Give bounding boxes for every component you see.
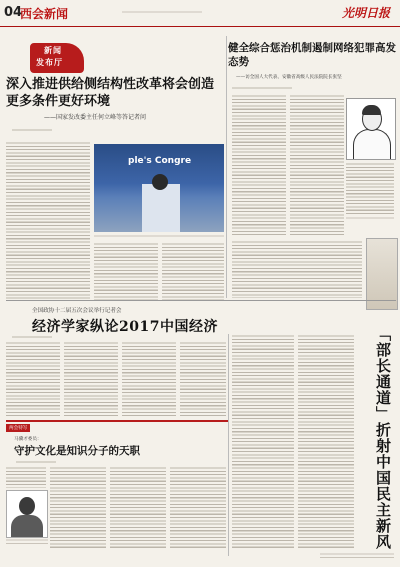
speaker-figure (152, 174, 168, 190)
article2-byline (12, 335, 52, 339)
right-headline: 健全综合惩治机制遏制网络犯罪高发态势 (228, 42, 396, 68)
newspaper-logo: 光明日报 (342, 6, 391, 20)
article3-col2 (298, 334, 354, 548)
lead-body-col1 (6, 141, 90, 301)
section-name: 西会新闻 (20, 7, 69, 21)
vertical-divider-2 (228, 334, 229, 556)
article3-col1 (232, 334, 294, 548)
feature-col1 (50, 466, 106, 550)
feature-col3 (170, 466, 226, 550)
right-body-col2 (290, 94, 344, 236)
feature-intro (6, 466, 46, 488)
right-subtitle: ——访全国人大代表、安徽省高级人民法院院长张坚 (236, 75, 342, 80)
portrait-sketch (346, 98, 396, 160)
feature-band (6, 420, 228, 422)
vertical-divider (226, 36, 227, 298)
news-release-badge (30, 40, 86, 76)
lead-headline: 深入推进供给侧结构性改革将会创造更多条件更好环境 (6, 77, 215, 109)
feature-photo (6, 490, 48, 538)
page-footer (320, 552, 394, 560)
photo-banner-text: ple's Congre (128, 156, 192, 166)
feature-label: 马骥才委员： (14, 437, 42, 442)
feature-headline: 守护文化是知识分子的天职 (14, 445, 140, 457)
lead-byline (12, 128, 52, 132)
right-body-col3 (346, 162, 394, 214)
photo-caption (94, 234, 224, 239)
feature-photo-caption (6, 538, 48, 546)
right-byline (232, 86, 292, 90)
podium (142, 184, 180, 232)
article2-col3 (122, 341, 176, 417)
section-divider (6, 300, 396, 301)
lead-body-col3 (162, 242, 224, 300)
article2-col2 (64, 341, 118, 417)
feature-byline (16, 460, 56, 464)
vertical-headline: 「部长通道」折射中国民主新风 (374, 326, 392, 550)
header-dateline (122, 10, 202, 15)
lead-body-col2 (94, 242, 158, 300)
article2-col1 (6, 341, 60, 417)
page-number: 04 (4, 5, 23, 20)
press-conference-photo (94, 144, 224, 232)
badge-line2: 发布厅 (36, 58, 63, 67)
lead-subtitle: ——国家发改委主任何立峰等答记者问 (44, 114, 147, 121)
feature-tag: 两会特写 (6, 424, 30, 432)
feature-photo-head (19, 497, 35, 515)
badge-line1: 新闻 (44, 46, 62, 55)
portrait-caption (346, 216, 394, 220)
feature-col2 (110, 466, 166, 550)
article2-headline: 经济学家纵论2017中国经济 (32, 319, 218, 335)
right-body-col1 (232, 94, 286, 236)
article2-label: 全国政协十二届五次会议举行记者会 (32, 308, 122, 314)
article2-col4 (180, 341, 226, 417)
portrait-hair (362, 105, 381, 115)
portrait-body (353, 129, 391, 160)
feature-photo-body (11, 515, 43, 538)
right-body-wide (232, 240, 362, 298)
